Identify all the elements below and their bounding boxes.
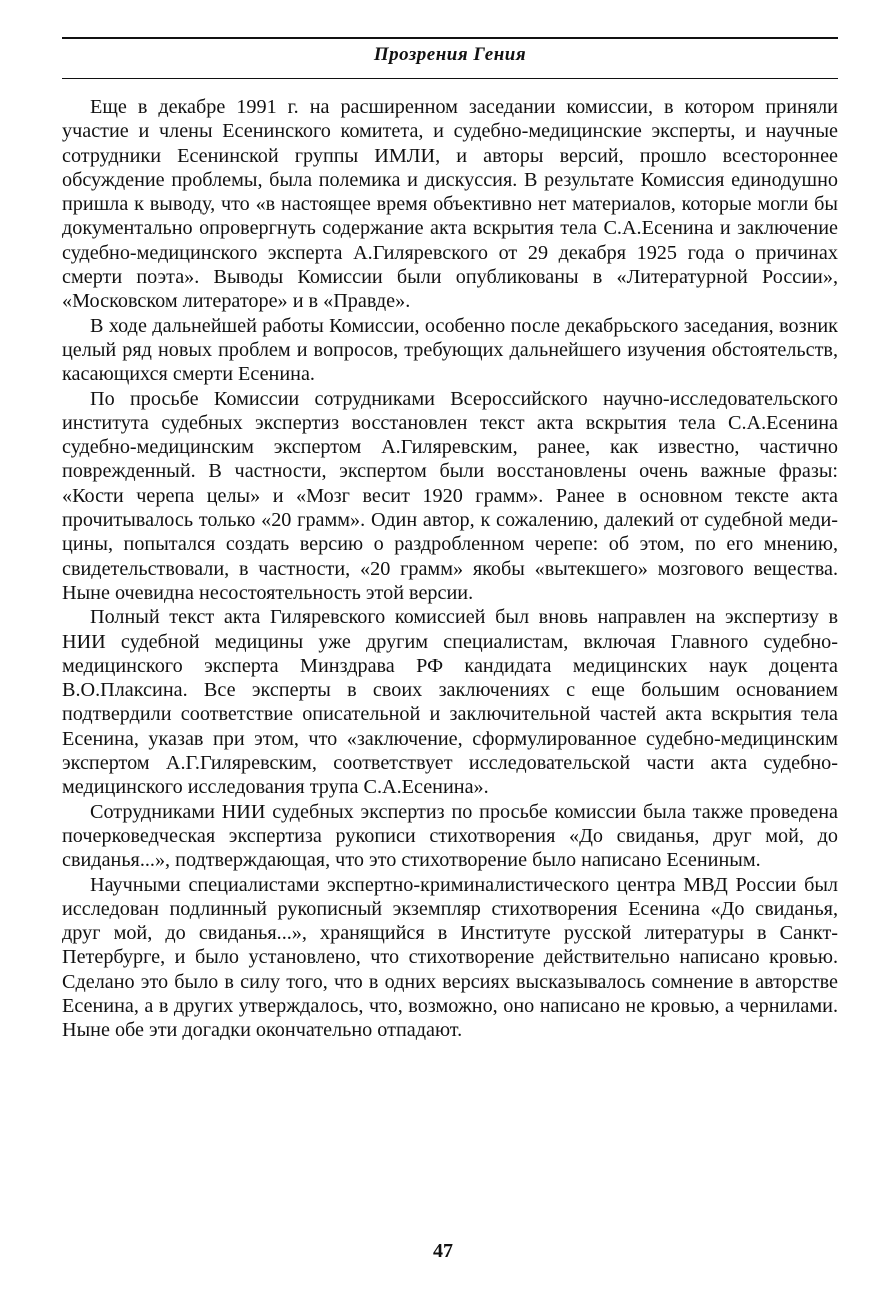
body-text [62, 95, 838, 1043]
paragraph: По просьбе Комиссии сотрудниками Всероссийского научно-исследовательского института судебных экспертиз восстановлен текст акта вскрытия тела С.А.Есенина судебно-медицинским экспертом А.Гиляревским, ранее, как известно, частично поврежденный. В частности, экспертом были восстановлены очень важные фразы: «Кости черепа целы» и «Мозг весит 1920 грамм». Ранее в основном тексте акта прочитывалось только «20 грамм». Один автор, к сожалению, далекий от судебной медицины, попытался создать версию о раздробленном черепе: об этом, по его мнению, свидетельствовали, в частности, «20 грамм» якобы «вытекшего» мозгового вещества. Ныне очевидна несостоятельность этой версии. [62, 387, 838, 604]
header-bottom-rule [62, 78, 838, 79]
paragraph: Сотрудниками НИИ судебных экспертиз по просьбе комиссии была также проведена почерковедческая экспертиза рукописи стихотворения «До свиданья, друг мой, до свиданья...», подтверждающая, что это стихотворение было написано Есениным. [62, 800, 838, 872]
running-title: Прозрения Гения [373, 44, 527, 65]
paragraph: Полный текст акта Гиляревского комиссией был вновь направлен на экспертизу в НИИ судебной медицины уже другим специалистам, включая Главного судебно-медицинского эксперта Минздрава РФ кандидата медицинских наук доцента В.О.Плаксина. Все эксперты в своих заключениях с еще большим основанием подтвердили соответствие описательной и заключительной частей акта вскрытия тела Есенина, указав при этом, что «заключение, сформулированное судебно-медицинским экспертом А.Г.Гиляревским, соответствует исследовательской части акта судебно-медицинского исследования трупа С.А.Есенина». [62, 606, 838, 799]
page-number: 47 [433, 1240, 453, 1262]
paragraph: Еще в декабре 1991 г. на расширенном заседании комиссии, в котором приняли участие и члены Есенинского комитета, и судебно-медицинские эксперты, и научные сотрудники Есенинской группы ИМЛИ, и авторы версий, прошло всестороннее обсуждение проблемы, была полемика и дискуссия. В результате Комиссия единодушно пришла к выводу, что «в настоящее время объективно нет материалов, которые могли бы документально опровергнуть содержание акта вскрытия тела С.А.Есенина и заключение судебно-медицинского эксперта А.Гиляревского от 29 декабря 1925 года о причинах смерти поэта». Выводы Комиссии были опубликованы в «Литературной России», «Московском литераторе» и в «Правде». [62, 96, 838, 313]
header-top-rule [62, 37, 838, 39]
paragraph: В ходе дальнейшей работы Комиссии, особенно после декабрьского заседания, возник целый ряд новых проблем и вопросов, требующих дальнейшего изучения обстоятельств, касающихся смерти Есенина. [62, 314, 838, 386]
paragraph: Научными специалистами экспертно-криминалистического центра МВД России был исследован подлинный рукописный экземпляр стихотворения Есенина «До свиданья, друг мой, до свиданья...», хранящийся в Институте русской литературы в Санкт-Петербурге, и было установлено, что стихотворение действительно написано кровью. Сделано это было в силу того, что в одних версиях высказывалось сомнение в авторстве Есенина, а в других утверждалось, что, возможно, оно написано не кровью, а чернилами. Ныне обе эти догадки окончательно отпадают. [62, 873, 838, 1042]
